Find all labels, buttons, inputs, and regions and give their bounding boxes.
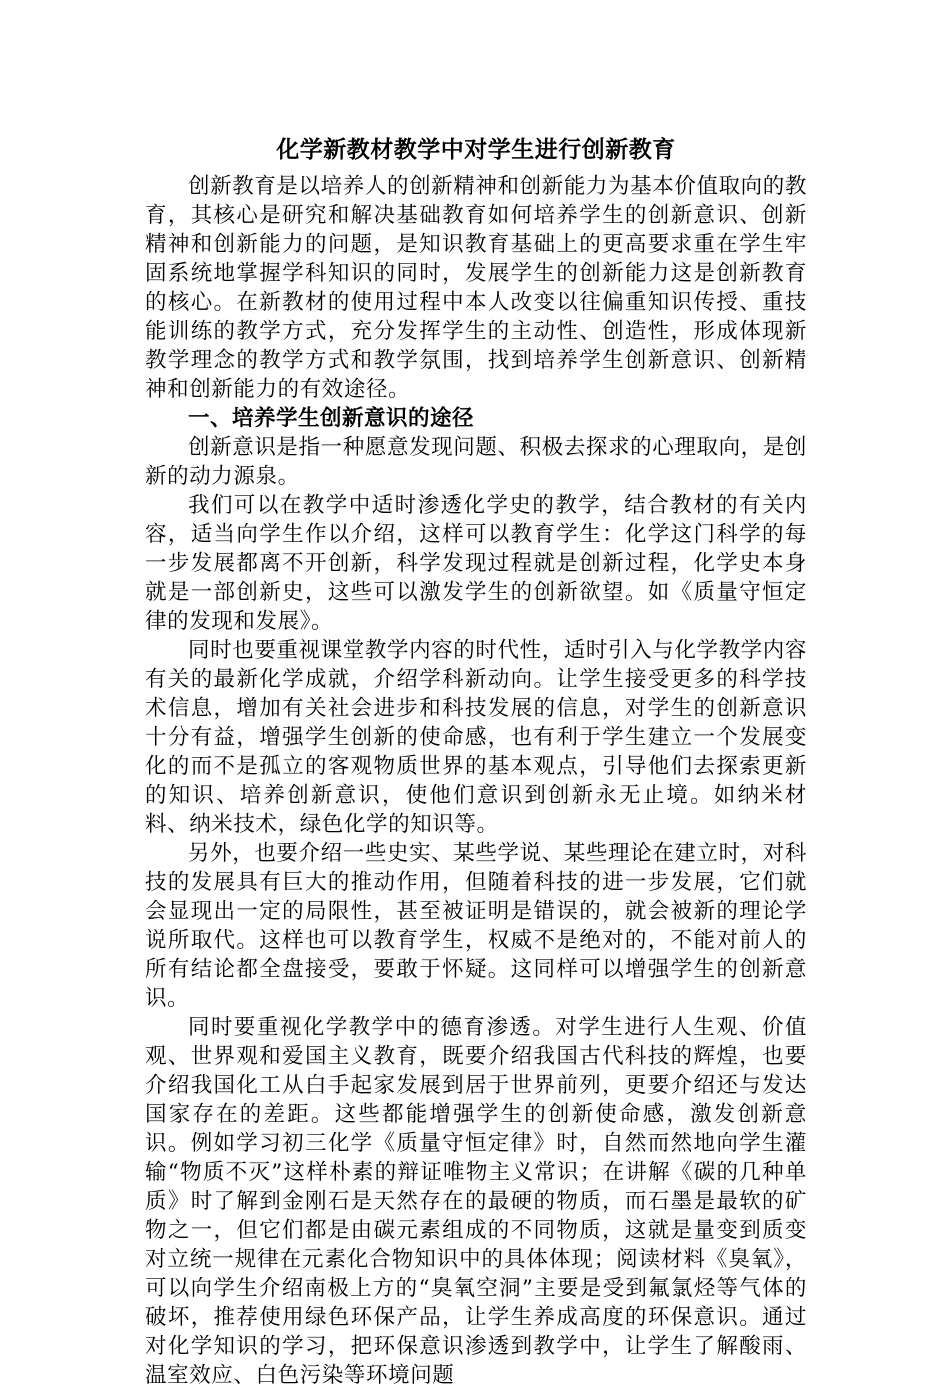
body-paragraph-1: 创新意识是指一种愿意发现问题、积极去探求的心理取向，是创新的动力源泉。 [145,435,807,489]
body-paragraph-4: 另外，也要介绍一些史实、某些学说、某些理论在建立时，对科技的发展具有巨大的推动作用，但随着科技的进一步发展，它们就会显现出一定的局限性，甚至被证明是错误的，就会被新的理论学说所取代。这样也可以教育学生，权威不是绝对的，不能对前人的所有结论都全盘接受，要敢于怀疑。这同样可以增强学生的创新意识。 [145,841,807,1011]
body-paragraph-2: 我们可以在教学中适时渗透化学史的教学，结合教材的有关内容，适当向学生作以介绍，这样可以教育学生：化学这门科学的每一步发展都离不开创新，科学发现过程就是创新过程，化学史本身就是一部创新史，这些可以激发学生的创新欲望。如《质量守恒定律的发现和发展》。 [145,493,807,634]
body-paragraph-3: 同时也要重视课堂教学内容的时代性，适时引入与化学教学内容有关的最新化学成就，介绍学科新动向。让学生接受更多的科学技术信息，增加有关社会进步和科技发展的信息，对学生的创新意识十分有益，增强学生创新的使命感，也有利于学生建立一个发展变化的而不是孤立的客观物质世界的基本观点，引导他们去探索更新的知识、培养创新意识，使他们意识到创新永无止境。如纳米材料、纳米技术，绿色化学的知识等。 [145,638,807,837]
body-paragraph-5: 同时要重视化学教学中的德育渗透。对学生进行人生观、价值观、世界观和爱国主义教育，既要介绍我国古代科技的辉煌，也要介绍我国化工从白手起家发展到居于世界前列，更要介绍还与发达国家存在的差距。这些都能增强学生的创新使命感，激发创新意识。例如学习初三化学《质量守恒定律》时，自然而然地向学生灌输“物质不灭”这样朴素的辩证唯物主义常识；在讲解《碳的几种单质》时了解到金刚石是天然存在的最硬的物质，而石墨是最软的矿物之一，但它们都是由碳元素组成的不同物质，这就是量变到质变对立统一规律在元素化合物知识中的具体体现；阅读材料《臭氧》，可以向学生介绍南极上方的“臭氧空洞”主要是受到氟氯烃等气体的破坏，推荐使用绿色环保产品，让学生养成高度的环保意识。通过对化学知识的学习，把环保意识渗透到教学中，让学生了解酸雨、温室效应、白色污染等环境问题 [145,1015,807,1388]
document-title: 化学新教材教学中对学生进行创新教育 [276,137,676,163]
intro-paragraph: 创新教育是以培养人的创新精神和创新能力为基本价值取向的教育，其核心是研究和解决基础教育如何培养学生的创新意识、创新精神和创新能力的问题，是知识教育基础上的更高要求重在学生牢固系统地掌握学科知识的同时，发展学生的创新能力这是创新教育的核心。在新教材的使用过程中本人改变以往偏重知识传授、重技能训练的教学方式，充分发挥学生的主动性、创造性，形成体现新教学理念的教学方式和教学氛围，找到培养学生创新意识、创新精神和创新能力的有效途径。 [145,174,807,402]
document-page [145,128,807,1390]
section-heading: 一、培养学生创新意识的途径 [188,406,475,431]
